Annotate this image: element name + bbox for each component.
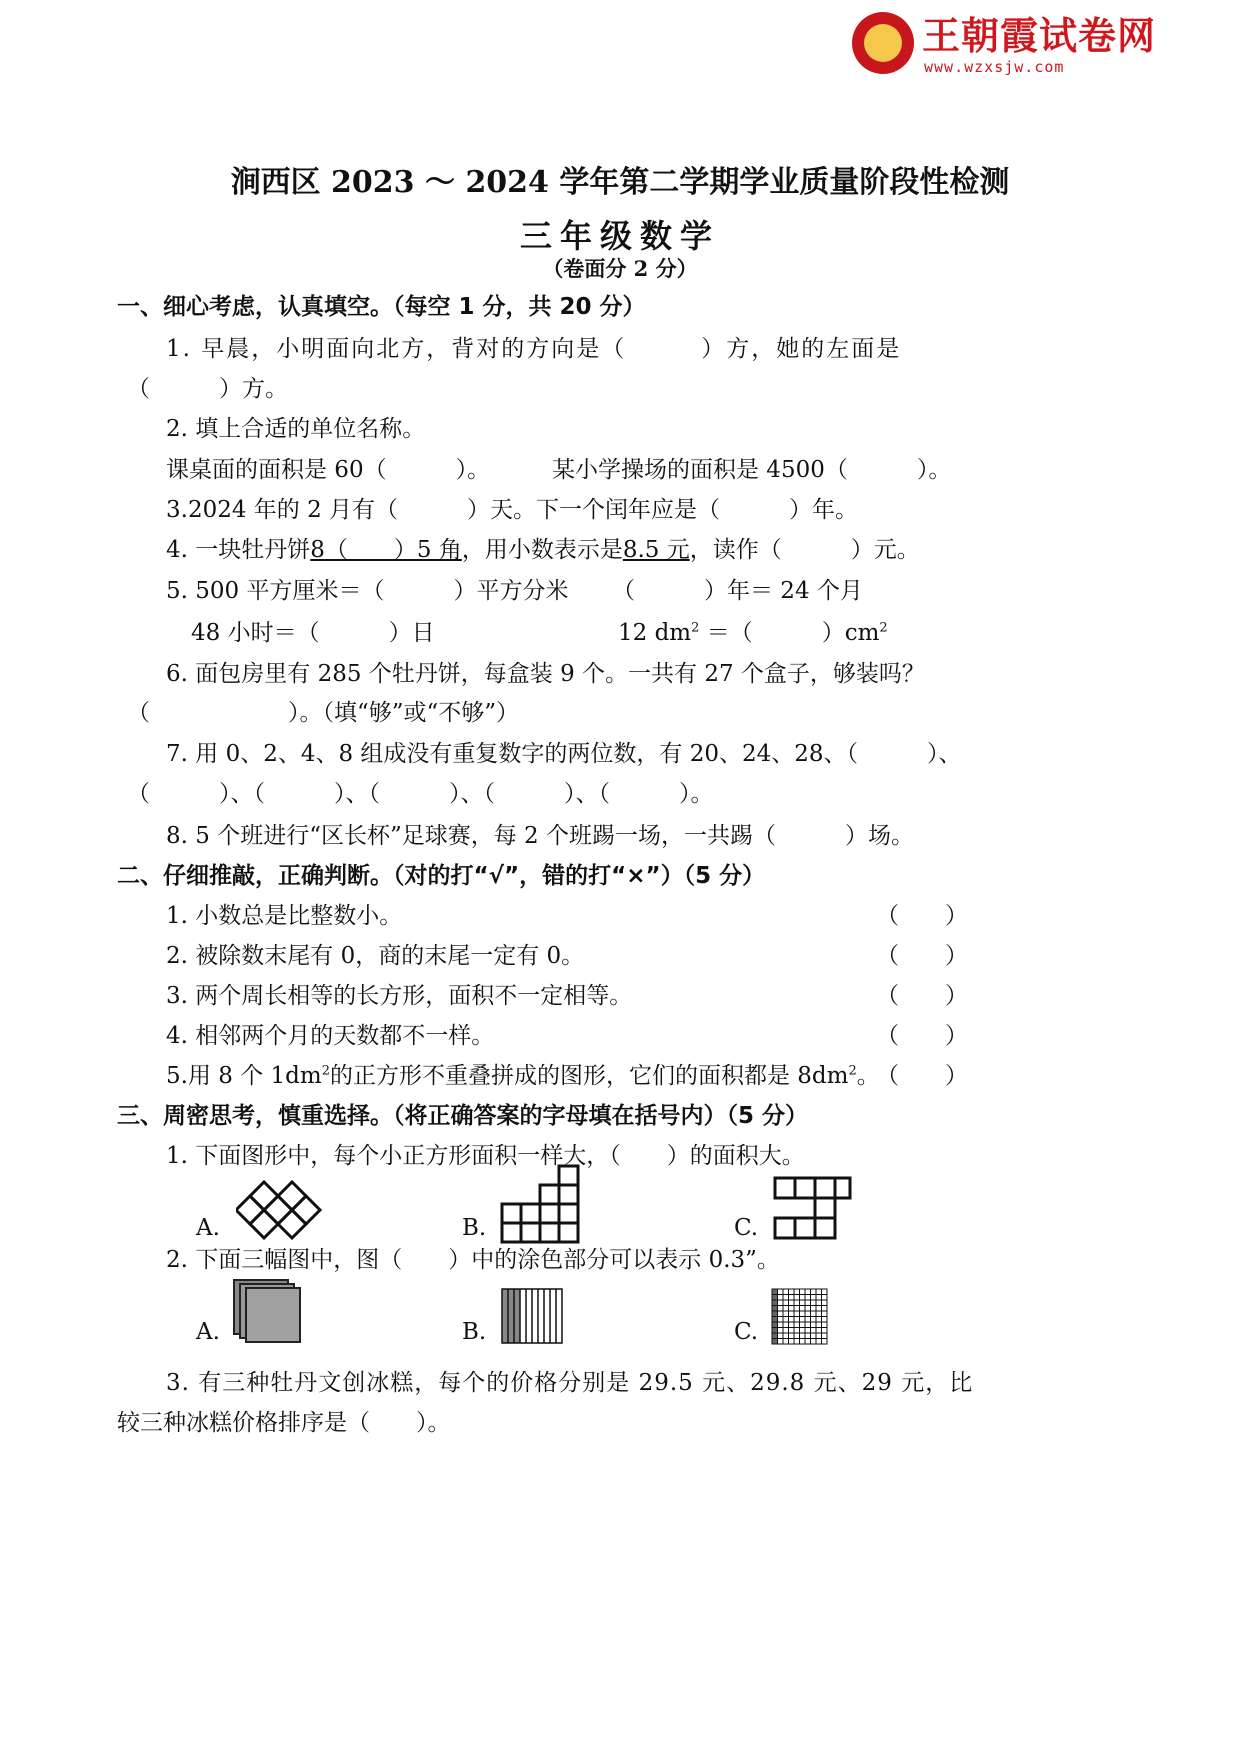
q4-line <box>166 535 920 565</box>
judge-paren-4: （ ） <box>876 1023 968 1049</box>
judge-paren-5: （ ） <box>876 1063 968 1089</box>
judge5-post: 。 <box>856 1063 880 1089</box>
q4-post: ，读作（ ）元。 <box>689 537 920 563</box>
q2-item-a: 课桌面的面积是 60（ ）。 <box>166 457 491 483</box>
choice-q2-option-c: C. <box>734 1319 759 1345</box>
q2-figure-a-stacked-squares <box>232 1278 304 1344</box>
judge-paren-1: （ ） <box>876 903 968 929</box>
exam-title: 涧西区 2023 ～ 2024 学年第二学期学业质量阶段性检测 <box>230 165 1010 200</box>
q5-item-d <box>618 618 888 648</box>
q1-figure-a-diamonds <box>236 1180 326 1240</box>
q5-item-b: （ ）年＝ 24 个月 <box>612 578 863 604</box>
q2-heading: 2. 填上合适的单位名称。 <box>166 416 426 442</box>
q2-figure-b-tenths <box>501 1288 565 1344</box>
site-logo <box>852 12 1164 78</box>
q1-figure-b-staircase <box>500 1164 584 1244</box>
judge-item-1: 1. 小数总是比整数小。 <box>166 903 403 929</box>
q4-mid: ，用小数表示是 <box>461 537 623 563</box>
judge-item-4: 4. 相邻两个月的天数都不一样。 <box>166 1023 495 1049</box>
judge5-sup-2: 2 <box>848 1063 857 1079</box>
q1-figure-c-grid <box>773 1176 853 1242</box>
q2-figure-c-hundredths <box>771 1288 829 1346</box>
judge5-pre: 5.用 8 个 1dm <box>166 1063 322 1089</box>
logo-emblem-icon <box>852 12 914 74</box>
q5d-pre: 12 dm <box>618 620 692 646</box>
q6-line2: （ ）。（填“够”或“不够”） <box>127 700 520 726</box>
judge5-mid: 的正方形不重叠拼成的图形，它们的面积都是 8dm <box>329 1063 849 1089</box>
choice-q3-line1: 3. 有三种牡丹文创冰糕，每个的价格分别是 29.5 元、29.8 元、29 元，比 <box>166 1370 974 1396</box>
judge-item-5 <box>166 1061 880 1091</box>
judge-item-3: 3. 两个周长相等的长方形，面积不一定相等。 <box>166 983 633 1009</box>
q2-item-b: 某小学操场的面积是 4500（ ）。 <box>552 457 952 483</box>
q3-line: 3.2024 年的 2 月有（ ）天。下一个闰年应是（ ）年。 <box>166 497 859 523</box>
subject-title: 三年级数学 <box>519 217 720 255</box>
q7-line2: （ ）、（ ）、（ ）、（ ）、（ ）。 <box>127 781 714 807</box>
choice-q2: 2. 下面三幅图中，图（ ）中的涂色部分可以表示 0.3”。 <box>166 1247 780 1273</box>
q7-line1: 7. 用 0、2、4、8 组成没有重复数字的两位数，有 20、24、28、（ ）、 <box>166 741 962 767</box>
q6-line1: 6. 面包房里有 285 个牡丹饼，每盒装 9 个。一共有 27 个盒子，够装吗？ <box>166 661 925 687</box>
choice-q1-option-c: C. <box>734 1215 759 1241</box>
q1-line1: 1. 早晨，小明面向北方，背对的方向是（ ）方，她的左面是 <box>166 336 902 362</box>
judge5-sup-1: 2 <box>321 1063 330 1079</box>
q1-line2: （ ）方。 <box>127 376 288 402</box>
q4-underline-1: 8（ ）5 角 <box>310 537 462 563</box>
choice-q1: 1. 下面图形中，每个小正方形面积一样大，（ ）的面积大。 <box>166 1143 805 1169</box>
q5-item-c: 48 小时＝（ ）日 <box>191 620 435 646</box>
section2-heading: 二、仔细推敲，正确判断。（对的打“√”，错的打“×”）（5 分） <box>117 863 766 889</box>
logo-url: www.wzxsjw.com <box>924 58 1065 76</box>
q4-underline-2: 8.5 元 <box>622 537 690 563</box>
score-note: （卷面分 2 分） <box>542 256 698 281</box>
judge-paren-2: （ ） <box>876 943 968 969</box>
q8-line: 8. 5 个班进行“区长杯”足球赛，每 2 个班踢一场，一共踢（ ）场。 <box>166 823 914 849</box>
choice-q2-option-b: B. <box>462 1319 487 1345</box>
choice-q2-option-a: A. <box>196 1319 220 1345</box>
q4-pre: 4. 一块牡丹饼 <box>166 537 311 563</box>
q5d-mid: ＝（ ）cm <box>699 620 880 646</box>
choice-q1-option-a: A. <box>196 1215 220 1241</box>
q5d-sup-2: 2 <box>879 620 888 636</box>
logo-name: 王朝霞试卷网 <box>922 14 1157 58</box>
judge-paren-3: （ ） <box>876 983 968 1009</box>
section1-heading: 一、细心考虑，认真填空。（每空 1 分，共 20 分） <box>117 294 646 320</box>
section3-heading: 三、周密思考，慎重选择。（将正确答案的字母填在括号内）（5 分） <box>117 1103 809 1129</box>
choice-q3-line2: 较三种冰糕价格排序是（ ）。 <box>117 1410 451 1436</box>
choice-q1-option-b: B. <box>462 1215 487 1241</box>
judge-item-2: 2. 被除数末尾有 0，商的末尾一定有 0。 <box>166 943 585 969</box>
q5d-sup-1: 2 <box>691 620 700 636</box>
q5-item-a: 5. 500 平方厘米＝（ ）平方分米 <box>166 578 569 604</box>
